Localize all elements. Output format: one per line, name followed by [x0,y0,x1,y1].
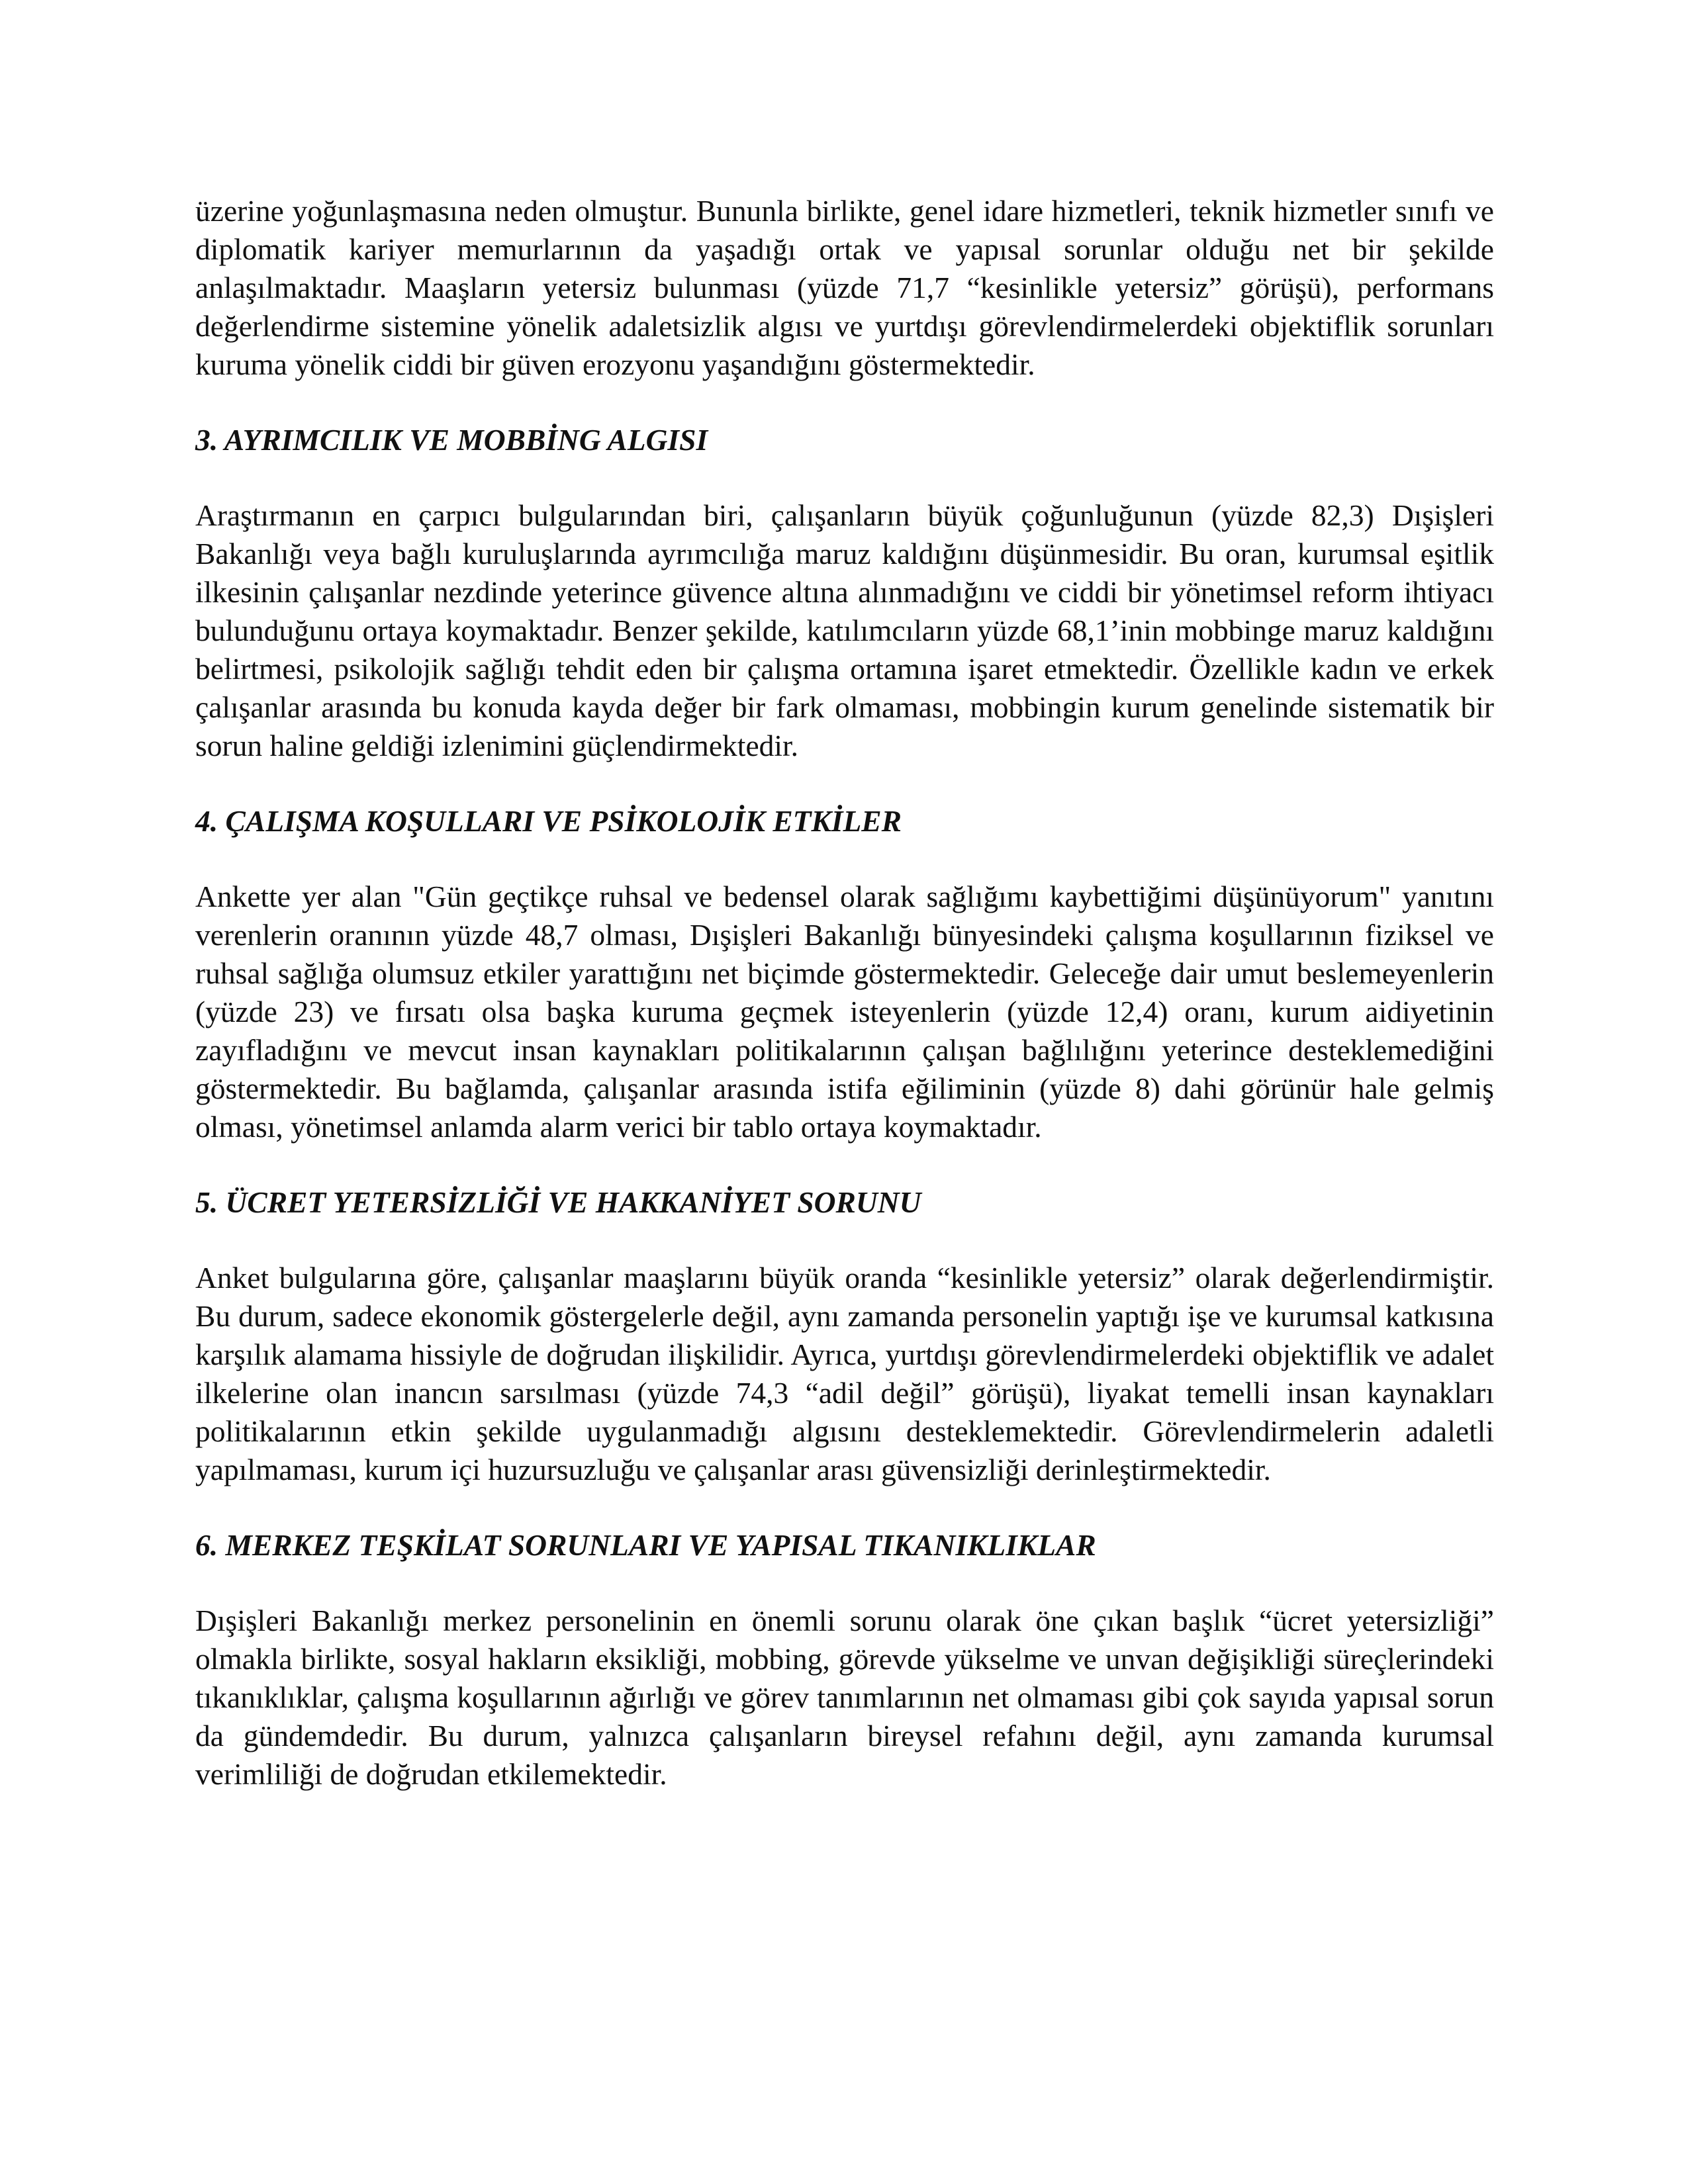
spacer [195,1565,1494,1602]
section-paragraph-3: Araştırmanın en çarpıcı bulgularından biri, çalışanların büyük çoğunluğunun (yüzde 82,3) Dışişleri Bakanlığı veya bağlı kuruluşlarında ayrımcılığa maruz kaldığını düşünmesidir. Bu oran, kurumsal eşitlik ilkesinin çalışanlar nezdinde yeterince güvence altına alınmadığını ve ciddi bir yönetimsel reform ihtiyacı bulunduğunu ortaya koymaktadır. Benzer şekilde, katılımcıların yüzde 68,1’inin mobbinge maruz kaldığını belirtmesi, psikolojik sağlığı tehdit eden bir çalışma ortamına işaret etmektedir. Özellikle kadın ve erkek çalışanlar arasında bu konuda kayda değer bir fark olmaması, mobbingin kurum genelinde sistematik bir sorun haline geldiği izlenimini güçlendirmektedir. [195,498,1494,762]
spacer [195,1489,1494,1526]
section-heading-5: 5. ÜCRET YETERSİZLİĞİ VE HAKKANİYET SORUNU [195,1185,921,1219]
section-paragraph-4: Ankette yer alan "Gün geçtikçe ruhsal ve bedensel olarak sağlığımı kaybettiğimi düşünüyorum" yanıtını verenlerin oranının yüzde 48,7 olması, Dışişleri Bakanlığı bünyesindeki çalışma koşullarının fiziksel ve ruhsal sağlığa olumsuz etkiler yarattığını net biçimde göstermektedir. Geleceğe dair umut beslemeyenlerin (yüzde 23) ve fırsatı olsa başka kuruma geçmek isteyenlerin (yüzde 12,4) oranı, kurum aidiyetinin zayıfladığını ve mevcut insan kaynakları politikalarının çalışan bağlılığını yeterince desteklemediğini göstermektedir. Bu bağlamda, çalışanlar arasında istifa eğiliminin (yüzde 8) dahi görünür hale gelmiş olması, yönetimsel anlamda alarm verici bir tablo ortaya koymaktadır. [195,880,1494,1144]
section-paragraph-6: Dışişleri Bakanlığı merkez personelinin en önemli sorunu olarak öne çıkan başlık “ücret yetersizliği” olmakla birlikte, sosyal hakların eksikliği, mobbing, görevde yükselme ve unvan değişikliği süreçlerindeki tıkanıklıklar, çalışma koşullarının ağırlığı ve görev tanımlarının net olmaması gibi çok sayıda yapısal sorun da gündemdedir. Bu durum, yalnızca çalışanların bireysel refahını değil, aynı zamanda kurumsal verimliliği de doğrudan etkilemektedir. [195,1604,1494,1791]
spacer [195,459,1494,496]
spacer [195,1146,1494,1183]
document-page [195,192,1494,1794]
section-heading-3: 3. AYRIMCILIK VE MOBBİNG ALGISI [195,423,708,457]
spacer [195,841,1494,878]
spacer [195,1222,1494,1259]
section-paragraph-5: Anket bulgularına göre, çalışanlar maaşlarını büyük oranda “kesinlikle yetersiz” olarak değerlendirmiştir. Bu durum, sadece ekonomik göstergelerle değil, aynı zamanda personelin yaptığı işe ve kurumsal katkısına karşılık alamama hissiyle de doğrudan ilişkilidir. Ayrıca, yurtdışı görevlendirmelerdeki objektiflik ve adalet ilkelerine olan inancın sarsılması (yüzde 74,3 “adil değil” görüşü), liyakat temelli insan kaynakları politikalarının etkin şekilde uygulanmadığı algısını desteklemektedir. Görevlendirmelerin adaletli yapılmaması, kurum içi huzursuzluğu ve çalışanlar arası güvensizliği derinleştirmektedir. [195,1261,1494,1486]
section-heading-6: 6. MERKEZ TEŞKİLAT SORUNLARI VE YAPISAL TIKANIKLIKLAR [195,1528,1096,1562]
spacer [195,384,1494,421]
spacer [195,765,1494,802]
section-heading-4: 4. ÇALIŞMA KOŞULLARI VE PSİKOLOJİK ETKİLER [195,804,902,838]
intro-paragraph: üzerine yoğunlaşmasına neden olmuştur. Bununla birlikte, genel idare hizmetleri, teknik hizmetler sınıfı ve diplomatik kariyer memurlarının da yaşadığı ortak ve yapısal sorunlar olduğu net bir şekilde anlaşılmaktadır. Maaşların yetersiz bulunması (yüzde 71,7 “kesinlikle yetersiz” görüşü), performans değerlendirme sistemine yönelik adaletsizlik algısı ve yurtdışı görevlendirmelerdeki objektiflik sorunları kuruma yönelik ciddi bir güven erozyonu yaşandığını göstermektedir. [195,194,1494,381]
